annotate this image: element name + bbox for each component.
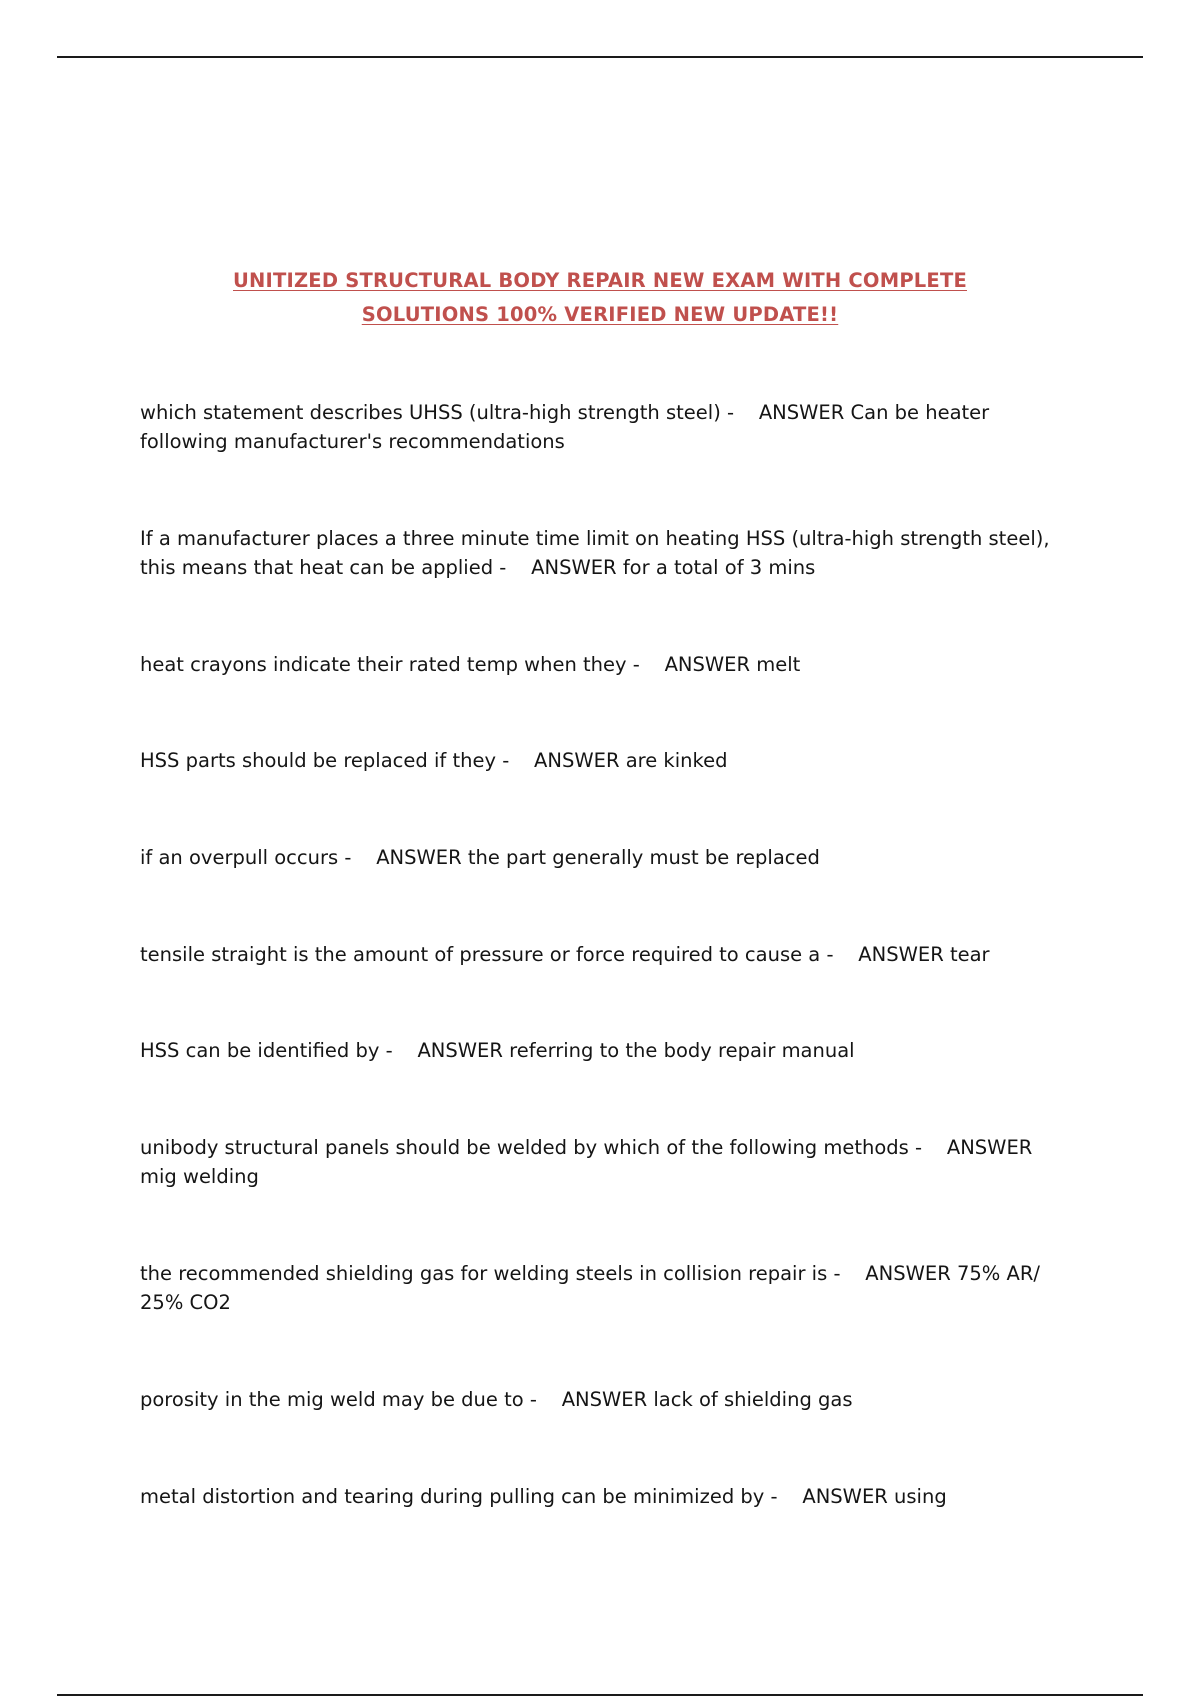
qa-item-4 (140, 746, 1070, 775)
question-text: HSS parts should be replaced if they - (140, 749, 510, 772)
document-title (130, 264, 1070, 332)
answer-text: mig welding (140, 1165, 259, 1188)
answer-label: ANSWER (758, 401, 845, 424)
answer-label: ANSWER (946, 1136, 1033, 1159)
title-line-1: UNITIZED STRUCTURAL BODY REPAIR NEW EXAM WITH COMPLETE (233, 269, 967, 292)
qa-item-7 (140, 1036, 1070, 1065)
question-text: metal distortion and tearing during pulling can be minimized by - (140, 1485, 778, 1508)
answer-text: are kinked (625, 749, 728, 772)
answer-label: ANSWER (865, 1262, 951, 1285)
question-text: if an overpull occurs - (140, 846, 352, 869)
qa-item-10 (140, 1385, 1070, 1414)
question-text: HSS can be identified by - (140, 1039, 393, 1062)
qa-item-8 (140, 1133, 1070, 1191)
question-text: heat crayons indicate their rated temp when they - (140, 653, 640, 676)
answer-text: melt (756, 653, 801, 676)
title-line-2: SOLUTIONS 100% VERIFIED NEW UPDATE!! (361, 303, 839, 326)
qa-item-6 (140, 940, 1070, 969)
answer-text: referring to the body repair manual (509, 1039, 855, 1062)
bottom-rule (57, 1694, 1143, 1696)
answer-text: Can be heater following manufacturer's recommendations (140, 401, 990, 453)
question-text: porosity in the mig weld may be due to - (140, 1388, 537, 1411)
question-text: the recommended shielding gas for welding steels in collision repair is - (140, 1262, 841, 1285)
answer-label: ANSWER (858, 943, 944, 966)
answer-text: for a total of 3 mins (622, 556, 816, 579)
question-text: unibody structural panels should be welded by which of the following methods - (140, 1136, 923, 1159)
answer-label: ANSWER (664, 653, 751, 676)
qa-item-3 (140, 650, 1070, 679)
question-text: If a manufacturer places a three minute time limit on heating HSS (ultra-high strength steel), this means that heat can be applied - (140, 527, 1050, 579)
answer-text: lack of shielding gas (653, 1388, 853, 1411)
answer-label: ANSWER (376, 846, 462, 869)
answer-text: using (894, 1485, 947, 1508)
top-rule (57, 56, 1143, 58)
answer-label: ANSWER (534, 749, 620, 772)
qa-item-2 (140, 524, 1070, 582)
answer-label: ANSWER (531, 556, 617, 579)
answer-text: 75% AR/ 25% CO2 (140, 1262, 1040, 1314)
qa-item-1 (140, 398, 1070, 456)
qa-item-11 (140, 1482, 1070, 1511)
qa-item-9 (140, 1259, 1070, 1317)
qa-item-5 (140, 843, 1070, 872)
answer-label: ANSWER (802, 1485, 888, 1508)
answer-text: tear (949, 943, 990, 966)
answer-label: ANSWER (561, 1388, 648, 1411)
answer-text: the part generally must be replaced (467, 846, 820, 869)
answer-label: ANSWER (417, 1039, 503, 1062)
question-text: which statement describes UHSS (ultra-high strength steel) - (140, 401, 735, 424)
question-text: tensile straight is the amount of pressure or force required to cause a - (140, 943, 834, 966)
